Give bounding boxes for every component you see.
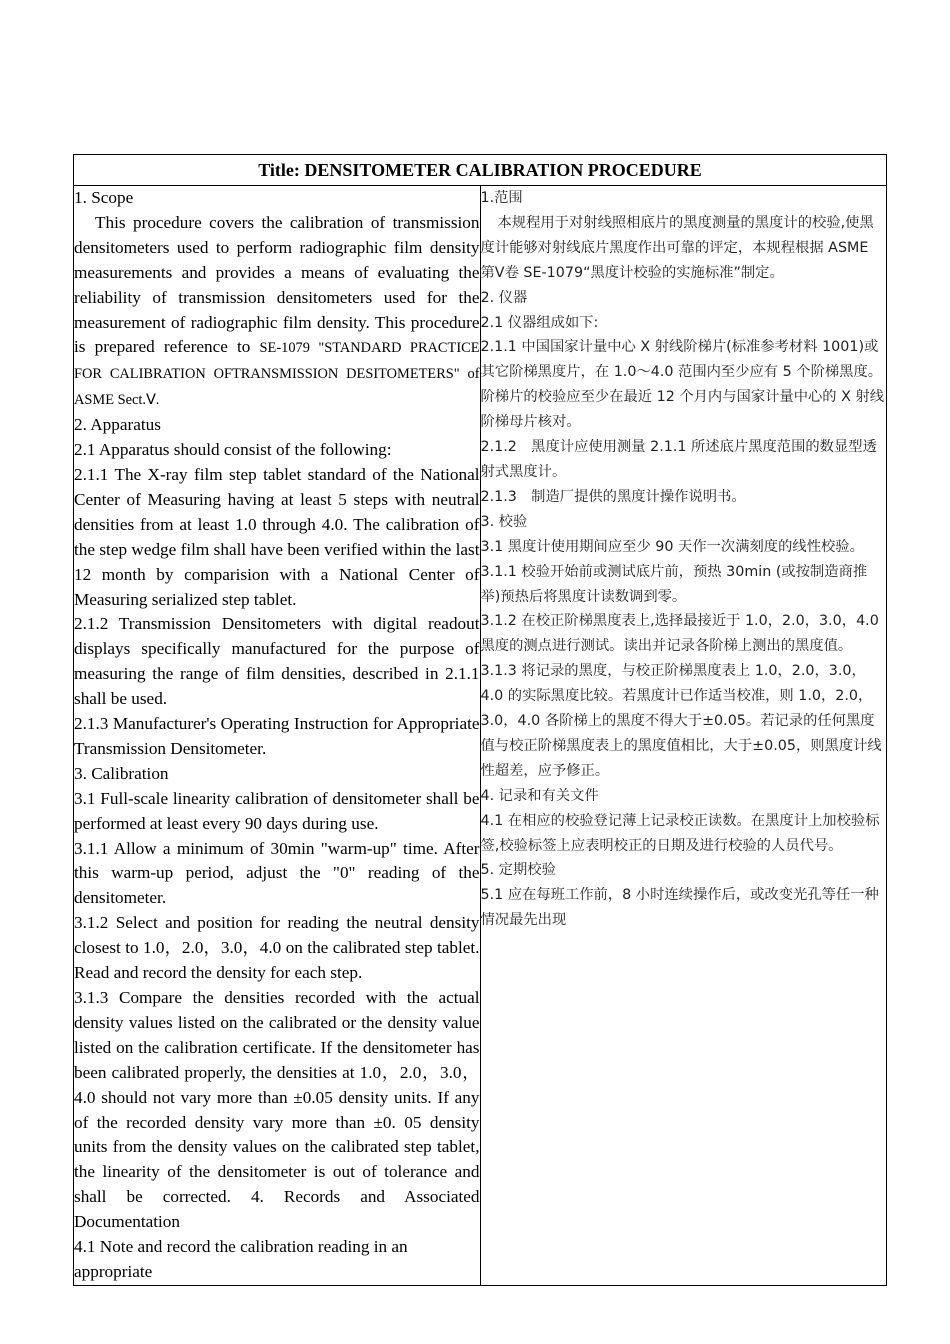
paragraph-3-1-1-en: 3.1.1 Allow a minimum of 30min "warm-up" time. After this warm-up period, adjust the "0" reading of the densitometer. xyxy=(74,838,480,908)
paragraph-2-1-2-en: 2.1.2 Transmission Densitometers with digital readout displays specifically manufactured for the purpose of measuring the range of film densities, described in 2.1.1 shall be used. xyxy=(74,614,480,709)
apparatus-heading-en: 2. Apparatus xyxy=(74,415,161,435)
paragraph-2-1-2-zh: 2.1.2 黑度计应使用测量 2.1.1 所述底片黑度范围的数显型透射式黑度计。 xyxy=(480,439,877,480)
english-column xyxy=(74,186,481,1286)
scope-heading-en: 1. Scope xyxy=(74,188,134,207)
chinese-column xyxy=(480,186,887,1286)
document-title: Title: DENSITOMETER CALIBRATION PROCEDURE xyxy=(74,155,887,186)
paragraph-2-1-3-en: 2.1.3 Manufacturer's Operating Instruction for Appropriate Transmission Densitometer. xyxy=(74,714,480,758)
paragraph-5-1-zh: 5.1 应在每班工作前，8 小时连续操作后，或改变光孔等任一种情况最先出现 xyxy=(480,887,879,929)
paragraph-2-1-1-zh: 2.1.1 中国国家计量中心 X 射线阶梯片(标准参考材料 1001)或其它阶梯黑度片，在 1.0～4.0 范围内至少应有 5 个阶梯黑度。阶梯片的校验应至少在最近 12 个月内与国家计量中心的 X 射线阶梯母片核对。 xyxy=(480,339,885,431)
paragraph-3-1-3-zh: 3.1.3 将记录的黑度，与校正阶梯黑度表上 1.0，2.0，3.0，4.0 的实际黑度比较。若黑度计已作适当校准，则 1.0，2.0，3.0，4.0 各阶梯上的黑度不得大于±0.05。若记录的任何黑度值与校正阶梯黑度表上的黑度值相比，大于±0.05，则黑度计线性超差，应予修正。 xyxy=(480,663,882,779)
paragraph-3-1-zh: 3.1 黑度计使用期间应至少 90 天作一次满刻度的线性校验。 xyxy=(480,538,864,555)
scope-body-en xyxy=(74,211,480,413)
paragraph-2-1-zh: 2.1 仪器组成如下: xyxy=(480,314,599,331)
calibration-heading-en: 3. Calibration xyxy=(74,763,169,783)
paragraph-3-1-1-zh: 3.1.1 校验开始前或测试底片前，预热 30min (或按制造商推举)预热后将黑度计读数调到零。 xyxy=(480,563,868,605)
scope-body-en-a: This procedure covers the calibration of transmission densitometers used to perform radiographic film density measurements and provides a means of evaluating the reliability of transmission densitometers used for the measurement of radiographic film density. This procedure is prepared reference to xyxy=(74,212,480,357)
paragraph-4-1-en: 4.1 Note and record the calibration reading in an appropriate xyxy=(74,1237,408,1281)
calibration-heading-zh: 3. 校验 xyxy=(480,513,528,530)
periodic-heading-zh: 5. 定期校验 xyxy=(480,862,556,879)
scope-heading-zh: 1.范围 xyxy=(480,190,523,206)
apparatus-heading-zh: 2. 仪器 xyxy=(480,289,528,306)
paragraph-3-1-en: 3.1 Full-scale linearity calibration of densitometer shall be performed at least every 90 days during use. xyxy=(74,788,480,833)
records-heading-zh: 4. 记录和有关文件 xyxy=(480,787,599,804)
paragraph-3-1-2-zh: 3.1.2 在校正阶梯黑度表上,选择最接近于 1.0，2.0，3.0，4.0 黑度的测点进行测试。读出并记录各阶梯上测出的黑度值。 xyxy=(480,613,879,655)
scope-body-en-b: SE-1079 "STANDARD PRACTICE FOR CALIBRATION OFTRANSMISSION DESITOMETERS" of ASME Sect.Ⅴ. xyxy=(74,340,480,409)
procedure-table xyxy=(73,154,887,1286)
paragraph-2-1-3-zh: 2.1.3 制造厂提供的黑度计操作说明书。 xyxy=(480,488,746,505)
paragraph-2-1-1-en: 2.1.1 The X-ray film step tablet standard of the National Center of Measuring having at least 5 steps with neutral densities from at least 1.0 through 4.0. The calibration of the step wedge film shall have been verified within the last 12 month by comparision with a National Center of Measuring serialized step tablet. xyxy=(74,464,480,609)
paragraph-2-1-en: 2.1 Apparatus should consist of the following: xyxy=(74,440,392,460)
scope-body-zh: 本规程用于对射线照相底片的黑度测量的黑度计的校验,使黑度计能够对射线底片黑度作出可靠的评定，本规程根据 ASME 第Ⅴ卷 SE-1079“黑度计校验的实施标准”制定。 xyxy=(480,214,874,281)
paragraph-3-1-3-en: 3.1.3 Compare the densities recorded with the actual density values listed on the calibrated or the density value listed on the calibration certificate. If the densitometer has been calibrated properly, the densities at 1.0，2.0，3.0，4.0 should not vary more than ±0.05 density units. If any of the recorded density vary more than ±0. 05 density units from the density values on the calibrated step tablet, the linearity of the densitometer is out of tolerance and shall be corrected. 4. Records and Associated Documentation xyxy=(74,988,480,1232)
paragraph-4-1-zh: 4.1 在相应的校验登记薄上记录校正读数。在黑度计上加校验标签,校验标签上应表明校正的日期及进行校验的人员代号。 xyxy=(480,812,880,854)
paragraph-3-1-2-en: 3.1.2 Select and position for reading the neutral density closest to 1.0，2.0，3.0，4.0 on the calibrated step tablet. Read and record the density for each step. xyxy=(74,913,480,983)
